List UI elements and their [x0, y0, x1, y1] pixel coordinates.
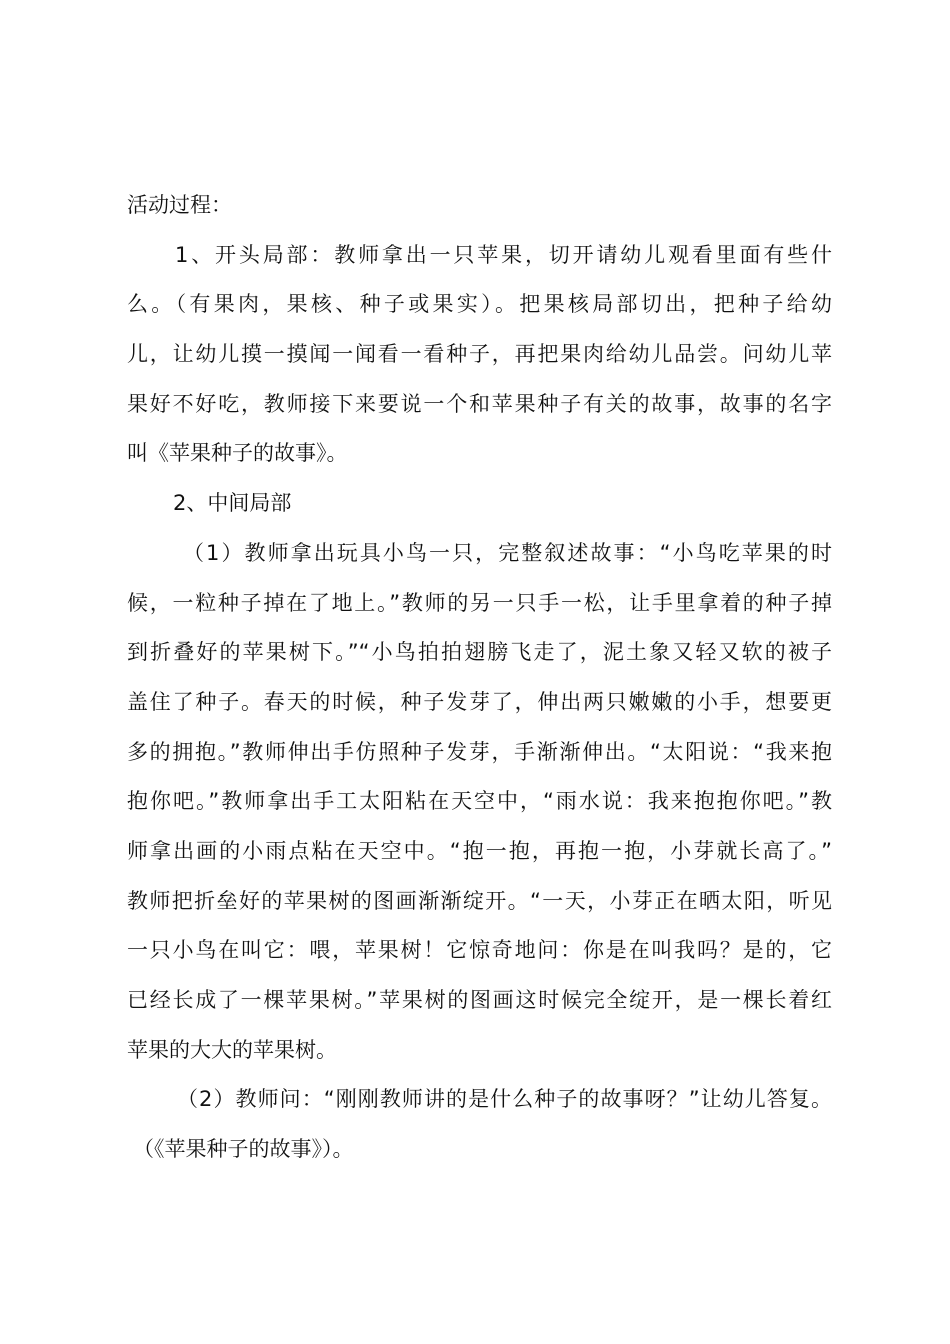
subsection1-line-3: 到折叠好的苹果树下。”“小鸟拍拍翅膀飞走了，泥土象又轻又软的被子: [127, 640, 832, 665]
subsection1-line-7: 师拿出画的小雨点粘在天空中。“抱一抱，再抱一抱，小芽就长高了。”: [127, 838, 832, 863]
subsection1-line-8: 教师把折垒好的苹果树的图画渐渐绽开。“一天，小芽正在晒太阳，听见: [127, 888, 832, 913]
paragraph1-line-4: 果好不好吃，教师接下来要说一个和苹果种子有关的故事，故事的名字: [127, 391, 832, 416]
paragraph1-line-2: 么。（有果肉，果核、种子或果实）。把果核局部切出，把种子给幼: [127, 292, 832, 317]
paragraph1-line-1: 1、开头局部：教师拿出一只苹果，切开请幼儿观看里面有些什: [175, 242, 832, 267]
subsection1-line-11: 苹果的大大的苹果树。: [127, 1037, 337, 1062]
subsection1-line-10: 已经长成了一棵苹果树。”苹果树的图画这时候完全绽开，是一棵长着红: [127, 988, 832, 1012]
paragraph1-line-3: 儿，让幼儿摸一摸闻一闻看一看种子，再把果肉给幼儿品尝。问幼儿苹: [127, 342, 832, 367]
heading: 活动过程：: [127, 193, 232, 217]
paragraph1-line-5: 叫《苹果种子的故事》。: [127, 441, 348, 466]
subsection1-line-1: （1）教师拿出玩具小鸟一只，完整叙述故事：“小鸟吃苹果的时: [183, 540, 832, 565]
subsection1-line-5: 多的拥抱。”教师伸出手仿照种子发芽，手渐渐伸出。“太阳说：“我来抱: [127, 739, 832, 764]
section2-title: 2、中间局部: [173, 491, 292, 516]
subsection2-line-1: （2）教师问：“刚刚教师讲的是什么种子的故事呀？”让幼儿答复。: [177, 1087, 832, 1112]
document-body: [127, 181, 832, 1175]
subsection2-line-2: （《苹果种子的故事》）。: [133, 1137, 354, 1162]
subsection1-line-2: 候，一粒种子掉在了地上。”教师的另一只手一松，让手里拿着的种子掉: [127, 590, 832, 615]
subsection1-line-4: 盖住了种子。春天的时候，种子发芽了，伸出两只嫩嫩的小手，想要更: [127, 689, 832, 714]
subsection1-line-6: 抱你吧。”教师拿出手工太阳粘在天空中，“雨水说：我来抱抱你吧。”教: [127, 789, 832, 814]
subsection1-line-9: 一只小鸟在叫它：喂，苹果树！它惊奇地问：你是在叫我吗？是的，它: [127, 938, 832, 963]
